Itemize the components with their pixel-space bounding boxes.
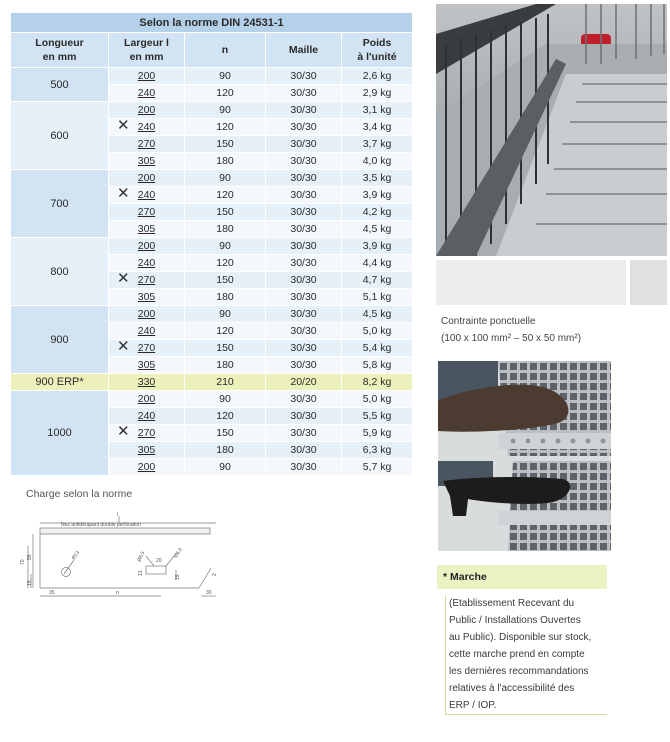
cell-poids: 3,9 kg: [342, 238, 413, 255]
cell-poids: 4,0 kg: [342, 153, 413, 170]
largeur-value: 305: [137, 223, 156, 235]
cell-poids: 4,5 kg: [342, 221, 413, 238]
largeur-value: 270: [137, 138, 156, 150]
cell-n: 90: [185, 391, 266, 408]
cell-maille: 30/30: [266, 153, 342, 170]
cross-mark-icon: ✕: [117, 270, 130, 287]
cell-maille: 30/30: [266, 459, 342, 476]
constraint-line-1: Contrainte ponctuelle: [441, 316, 536, 327]
cell-largeur: [109, 204, 185, 221]
largeur-value: 200: [137, 240, 156, 252]
diagram-dia-6-5: Ø6,5: [172, 546, 184, 560]
cell-n: 150: [185, 136, 266, 153]
marche-body: [445, 595, 607, 715]
cell-largeur: [109, 170, 185, 187]
cell-maille: 30/30: [266, 102, 342, 119]
marche-line: (Etablissement Recevant du: [449, 598, 575, 609]
cell-maille: 30/30: [266, 272, 342, 289]
cell-largeur: [109, 425, 185, 442]
marche-line: les dernières recommandations: [449, 666, 589, 677]
cell-largeur: [109, 289, 185, 306]
cross-mark-icon: ✕: [117, 117, 130, 134]
cell-n: 180: [185, 221, 266, 238]
cell-poids: 4,7 kg: [342, 272, 413, 289]
marche-line: relatives à l'accessibilité des: [449, 683, 575, 694]
spec-table: [10, 12, 413, 476]
cell-n: 180: [185, 442, 266, 459]
diagram-dim-35: 35: [49, 590, 55, 596]
constraint-caption: [441, 313, 581, 347]
cell-maille: 30/30: [266, 204, 342, 221]
cell-poids: 4,2 kg: [342, 204, 413, 221]
cell-longueur: 900 ERP*: [11, 374, 109, 391]
cell-largeur: [109, 442, 185, 459]
cell-poids: 4,4 kg: [342, 255, 413, 272]
cell-largeur: [109, 102, 185, 119]
cell-poids: 5,5 kg: [342, 408, 413, 425]
diagram-dim-13: 13: [138, 570, 144, 576]
largeur-value: 270: [137, 427, 156, 439]
table-row: [11, 238, 413, 255]
table-row: [11, 102, 413, 119]
diagram-dim-15-left: 15: [27, 580, 33, 586]
cell-n: 120: [185, 119, 266, 136]
cell-largeur: [109, 136, 185, 153]
cell-maille: 30/30: [266, 306, 342, 323]
diagram-hole-13: [62, 568, 71, 577]
cell-n: 120: [185, 85, 266, 102]
diagram-slot: [146, 566, 166, 574]
largeur-value: 270: [137, 206, 156, 218]
cell-largeur: [109, 68, 185, 85]
cross-mark-icon: ✕: [117, 338, 130, 355]
diagram-dia-8-5: Ø8,5: [136, 550, 147, 563]
cell-maille: 30/30: [266, 255, 342, 272]
cell-n: 90: [185, 238, 266, 255]
cell-maille: 30/30: [266, 289, 342, 306]
cell-poids: 3,4 kg: [342, 119, 413, 136]
largeur-value: 305: [137, 291, 156, 303]
header-maille: Maille: [266, 33, 342, 68]
cell-n: 90: [185, 170, 266, 187]
cell-largeur: [109, 391, 185, 408]
cell-maille: 30/30: [266, 221, 342, 238]
cell-poids: 3,1 kg: [342, 102, 413, 119]
largeur-value: 200: [137, 172, 156, 184]
largeur-value: 200: [137, 104, 156, 116]
cell-n: 180: [185, 153, 266, 170]
diagram-dim-2: 2: [212, 573, 218, 576]
cell-longueur: 800: [11, 238, 109, 306]
cross-mark-icon: ✕: [117, 185, 130, 202]
table-row: [11, 391, 413, 408]
largeur-value: 240: [137, 121, 156, 133]
cell-maille: 30/30: [266, 187, 342, 204]
cell-maille: 30/30: [266, 408, 342, 425]
shoes-on-grating-photo: [438, 361, 611, 551]
diagram-dim-20: 20: [156, 558, 162, 564]
largeur-value: 240: [137, 325, 156, 337]
cell-largeur: [109, 306, 185, 323]
marche-line: ERP / IOP.: [449, 700, 497, 711]
cell-n: 90: [185, 102, 266, 119]
cell-poids: 8,2 kg: [342, 374, 413, 391]
largeur-value: 305: [137, 155, 156, 167]
cell-maille: 30/30: [266, 442, 342, 459]
diagram-dim-70: 70: [20, 559, 26, 565]
cell-longueur: 1000: [11, 391, 109, 476]
cell-largeur: [109, 340, 185, 357]
diagram-dia-13: Ø13: [70, 549, 82, 562]
cell-maille: 30/30: [266, 323, 342, 340]
table-row: [11, 374, 413, 391]
cell-poids: 2,9 kg: [342, 85, 413, 102]
cell-n: 180: [185, 357, 266, 374]
cell-longueur: 600: [11, 102, 109, 170]
cell-poids: 5,9 kg: [342, 425, 413, 442]
cell-largeur: [109, 221, 185, 238]
charge-label: Charge selon la norme: [26, 488, 133, 500]
cell-maille: 30/30: [266, 391, 342, 408]
marche-line: Public / Installations Ouvertes: [449, 615, 581, 626]
cell-largeur: [109, 357, 185, 374]
cell-n: 150: [185, 340, 266, 357]
cell-n: 150: [185, 204, 266, 221]
cell-maille: 30/30: [266, 68, 342, 85]
gray-band: [436, 260, 626, 305]
cell-n: 120: [185, 255, 266, 272]
cell-maille: 20/20: [266, 374, 342, 391]
cell-longueur: 500: [11, 68, 109, 102]
table-row: [11, 68, 413, 85]
cross-mark-icon: ✕: [117, 423, 130, 440]
cell-poids: 5,1 kg: [342, 289, 413, 306]
cell-n: 120: [185, 408, 266, 425]
largeur-value: 240: [137, 257, 156, 269]
diagram-dim-n: n: [116, 590, 119, 596]
cell-largeur: [109, 85, 185, 102]
cell-n: 210: [185, 374, 266, 391]
staircase-photo: [436, 4, 667, 256]
table-body: [11, 68, 413, 476]
cell-maille: 30/30: [266, 238, 342, 255]
diagram-l-label: l: [117, 512, 119, 518]
cell-poids: 4,5 kg: [342, 306, 413, 323]
cell-poids: 3,5 kg: [342, 170, 413, 187]
largeur-value: 240: [137, 189, 156, 201]
cell-poids: 3,9 kg: [342, 187, 413, 204]
cell-n: 120: [185, 323, 266, 340]
cell-longueur: 900: [11, 306, 109, 374]
cell-poids: 6,3 kg: [342, 442, 413, 459]
marche-line: au Public). Disponible sur stock,: [449, 632, 592, 643]
cell-largeur: [109, 374, 185, 391]
cell-poids: 5,4 kg: [342, 340, 413, 357]
cell-largeur: [109, 459, 185, 476]
cell-largeur: [109, 119, 185, 136]
cell-poids: 5,0 kg: [342, 391, 413, 408]
cell-n: 150: [185, 272, 266, 289]
diagram-dim-30: 30: [206, 590, 212, 596]
cell-n: 90: [185, 459, 266, 476]
cell-poids: 5,8 kg: [342, 357, 413, 374]
cell-largeur: [109, 187, 185, 204]
largeur-value: 240: [137, 410, 156, 422]
cell-largeur: [109, 408, 185, 425]
cell-maille: 30/30: [266, 425, 342, 442]
marche-title: * Marche: [437, 565, 607, 589]
cell-poids: 5,0 kg: [342, 323, 413, 340]
cell-maille: 30/30: [266, 136, 342, 153]
cell-maille: 30/30: [266, 340, 342, 357]
cell-maille: 30/30: [266, 119, 342, 136]
largeur-value: 305: [137, 359, 156, 371]
cell-n: 90: [185, 306, 266, 323]
cell-maille: 30/30: [266, 357, 342, 374]
gray-band-right: [630, 260, 667, 305]
cell-longueur: 700: [11, 170, 109, 238]
cell-n: 120: [185, 187, 266, 204]
cell-n: 90: [185, 68, 266, 85]
diagram-dim-55: 55: [27, 554, 33, 560]
header-poids: Poids à l'unité: [342, 33, 413, 68]
table-title: Selon la norme DIN 24531-1: [11, 13, 413, 33]
header-n: n: [185, 33, 266, 68]
largeur-value: 270: [137, 274, 156, 286]
cell-largeur: [109, 238, 185, 255]
table-row: [11, 170, 413, 187]
largeur-value: 270: [137, 342, 156, 354]
largeur-value: 305: [137, 444, 156, 456]
largeur-value: 240: [137, 87, 156, 99]
cell-largeur: [109, 153, 185, 170]
cell-maille: 30/30: [266, 85, 342, 102]
cell-n: 150: [185, 425, 266, 442]
cell-poids: 5,7 kg: [342, 459, 413, 476]
largeur-value: 200: [137, 461, 156, 473]
marche-note: [437, 565, 607, 715]
constraint-line-2: (100 x 100 mm² – 50 x 50 mm²): [441, 333, 582, 344]
header-longueur: Longueur en mm: [11, 33, 109, 68]
cell-n: 180: [185, 289, 266, 306]
cell-largeur: [109, 323, 185, 340]
marche-line: cette marche prend en compte: [449, 649, 585, 660]
largeur-value: 200: [137, 308, 156, 320]
largeur-value: 200: [137, 393, 156, 405]
cell-maille: 30/30: [266, 170, 342, 187]
cell-largeur: [109, 272, 185, 289]
cell-largeur: [109, 255, 185, 272]
largeur-value: 200: [137, 70, 156, 82]
diagram-nosing: [40, 528, 210, 534]
header-largeur: Largeur l en mm: [109, 33, 185, 68]
step-dimension-diagram: [16, 510, 231, 605]
diagram-dim-15: 15: [175, 574, 181, 580]
cell-poids: 3,7 kg: [342, 136, 413, 153]
table-row: [11, 306, 413, 323]
diagram-top-note: Nez antidérapant double perforation: [61, 522, 141, 528]
largeur-value: 330: [137, 376, 156, 388]
cell-poids: 2,6 kg: [342, 68, 413, 85]
